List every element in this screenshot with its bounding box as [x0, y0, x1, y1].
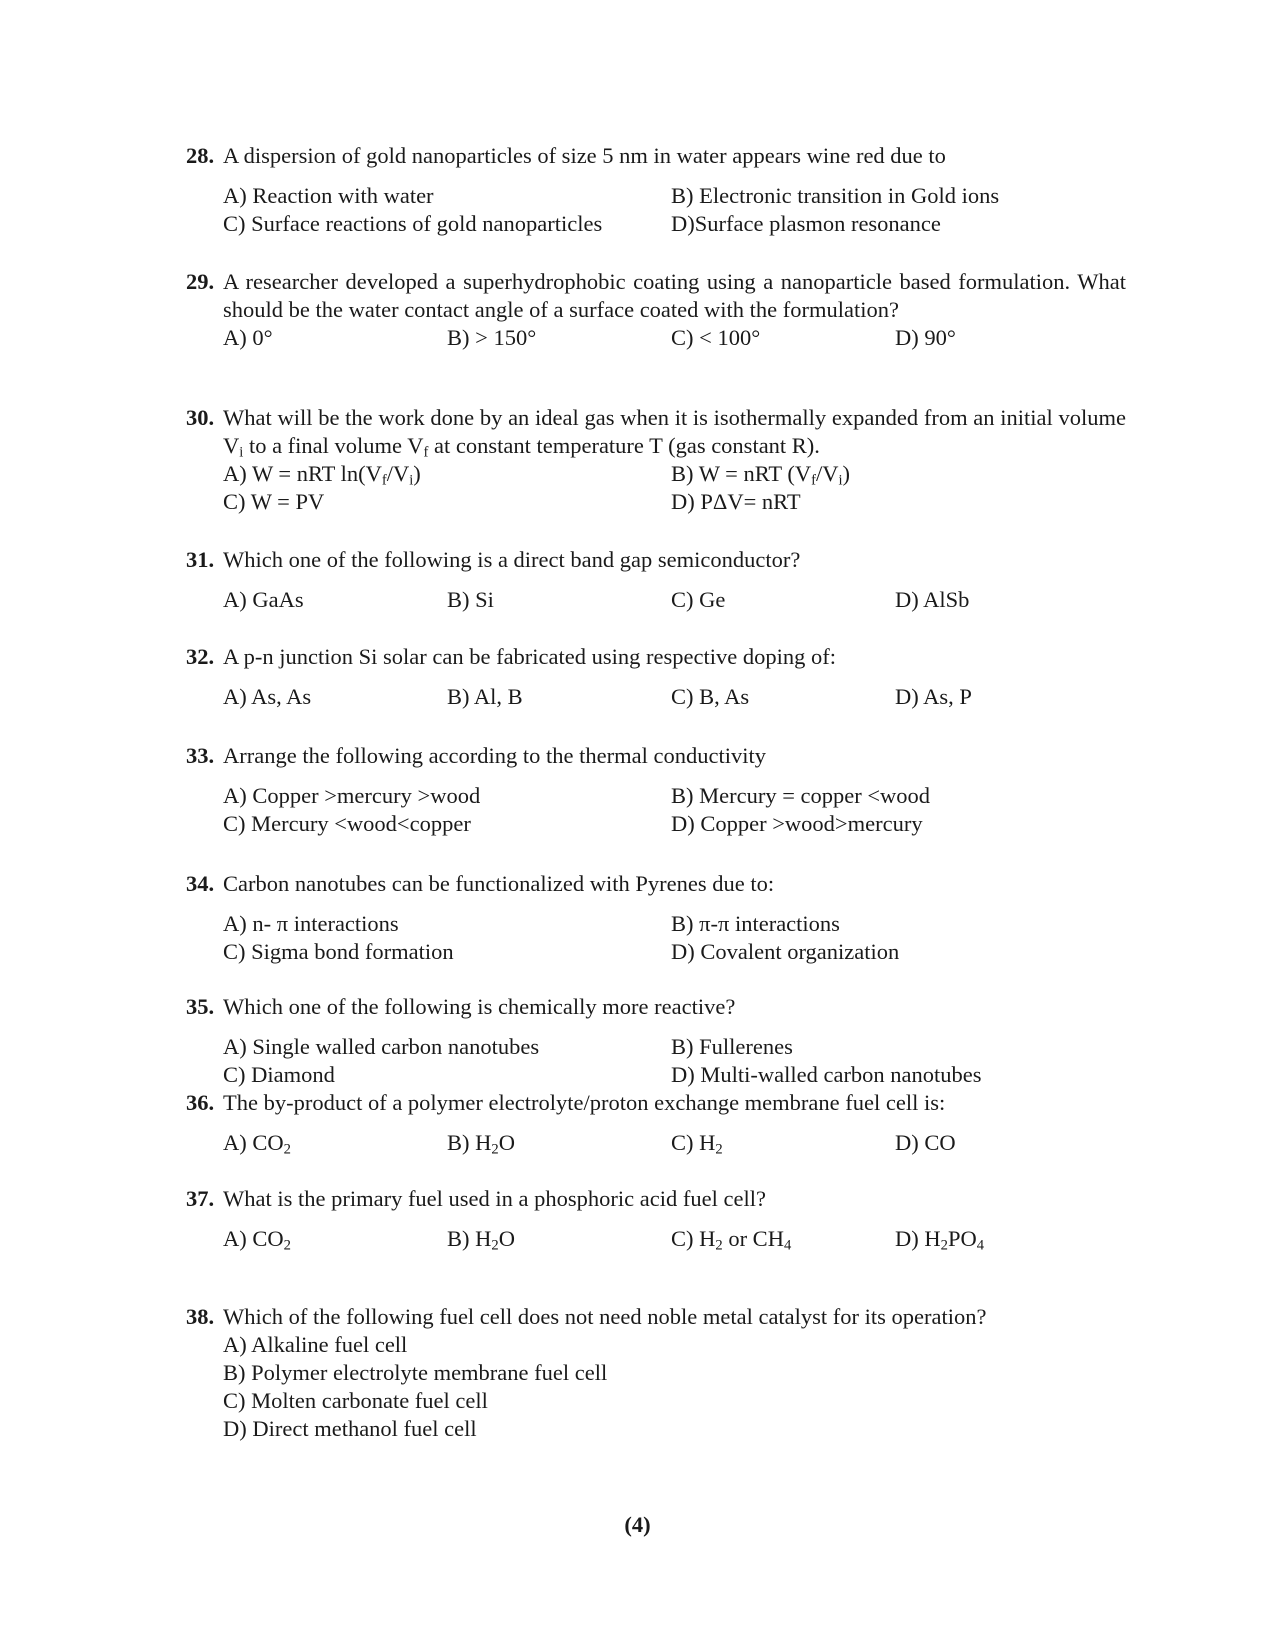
option-a: A) Copper >mercury >wood — [223, 783, 481, 808]
option-c: C) $H_2$ or $CH_4$ — [671, 1226, 792, 1254]
option-a: A) n- π interactions — [223, 911, 399, 936]
option-b: B) π-π interactions — [671, 911, 840, 936]
question-29 — [186, 268, 1126, 352]
option-d: D) 90° — [895, 325, 956, 350]
question-38 — [186, 1303, 1126, 1443]
option-c: C) Diamond — [223, 1062, 335, 1087]
option-a: A) Reaction with water — [223, 183, 434, 208]
question-35 — [186, 993, 1126, 1089]
option-c: C) Mercury <wood<copper — [223, 811, 471, 836]
question-text: The by-product of a polymer electrolyte/proton exchange membrane fuel cell is: — [223, 1090, 946, 1115]
option-a: A) W = nRT $\ln(V_f/V_i)$ — [223, 461, 421, 489]
option-b: B) Al, B — [447, 684, 523, 709]
option-a: A) Single walled carbon nanotubes — [223, 1034, 540, 1059]
question-number: 34. — [186, 871, 215, 896]
question-text: A researcher developed a superhydrophobic coating using a nanoparticle based formulation. What should be the water contact angle of a surface coated with the formulation? — [223, 269, 1126, 322]
option-b: B) $H_2O$ — [447, 1130, 515, 1158]
option-a: A) 0° — [223, 325, 273, 350]
question-text: A dispersion of gold nanoparticles of size 5 nm in water appears wine red due to — [223, 143, 946, 168]
question-number: 31. — [186, 547, 215, 572]
option-a: A) As, As — [223, 684, 312, 709]
option-c: C) $H_2$ — [671, 1130, 723, 1158]
option-a: A) $CO_2$ — [223, 1130, 291, 1158]
option-d: D) PΔV= nRT — [671, 489, 801, 514]
option-c: C) W = PV — [223, 489, 325, 514]
option-d: D) CO — [895, 1130, 956, 1155]
option-c: C) Sigma bond formation — [223, 939, 454, 964]
question-number: 29. — [186, 269, 215, 294]
question-text: A p-n junction Si solar can be fabricated using respective doping of: — [223, 644, 836, 669]
question-32 — [186, 643, 1126, 711]
option-b: B) Mercury = copper <wood — [671, 783, 931, 808]
option-b: B) > 150° — [447, 325, 537, 350]
option-d: D)Surface plasmon resonance — [671, 211, 941, 236]
question-text: What is the primary fuel used in a phosphoric acid fuel cell? — [223, 1186, 766, 1211]
page-number: (4) — [624, 1512, 651, 1537]
question-number: 33. — [186, 743, 215, 768]
question-30 — [186, 404, 1126, 516]
question-text: Which one of the following is chemically more reactive? — [223, 994, 736, 1019]
option-c: C) Molten carbonate fuel cell — [223, 1388, 488, 1413]
question-number: 35. — [186, 994, 215, 1019]
question-number: 28. — [186, 143, 215, 168]
question-number: 37. — [186, 1186, 215, 1211]
question-number: 30. — [186, 405, 215, 430]
option-b: B) Fullerenes — [671, 1034, 793, 1059]
option-d: D) $H_2PO_4$ — [895, 1226, 985, 1254]
question-28 — [186, 142, 1126, 238]
option-d: D) Multi-walled carbon nanotubes — [671, 1062, 982, 1087]
question-number: 32. — [186, 644, 215, 669]
question-text: Carbon nanotubes can be functionalized with Pyrenes due to: — [223, 871, 775, 896]
option-c: C) Ge — [671, 587, 726, 612]
question-number: 38. — [186, 1304, 215, 1329]
question-33 — [186, 742, 1126, 838]
option-b: B) W = nRT $(V_f/V_i)$ — [671, 461, 851, 489]
option-b: B) Polymer electrolyte membrane fuel cell — [223, 1360, 608, 1385]
option-d: D) Covalent organization — [671, 939, 900, 964]
question-number: 36. — [186, 1090, 215, 1115]
option-c: C) Surface reactions of gold nanoparticles — [223, 211, 603, 236]
option-a: A) Alkaline fuel cell — [223, 1332, 408, 1357]
option-b: B) Si — [447, 587, 494, 612]
question-text: Which of the following fuel cell does not need noble metal catalyst for its operation? — [223, 1304, 987, 1329]
question-text: Which one of the following is a direct band gap semiconductor? — [223, 547, 801, 572]
question-34 — [186, 870, 1126, 966]
option-a: A) $CO_2$ — [223, 1226, 291, 1254]
option-c: C) B, As — [671, 684, 750, 709]
option-d: D) AlSb — [895, 587, 970, 612]
question-text: Arrange the following according to the thermal conductivity — [223, 743, 766, 768]
option-b: B) Electronic transition in Gold ions — [671, 183, 1000, 208]
option-b: B) $H_2O$ — [447, 1226, 515, 1254]
question-31 — [186, 546, 1126, 614]
option-d: D) As, P — [895, 684, 972, 709]
option-d: D) Copper >wood>mercury — [671, 811, 923, 836]
question-36 — [186, 1089, 1126, 1157]
option-d: D) Direct methanol fuel cell — [223, 1416, 477, 1441]
question-37 — [186, 1185, 1126, 1253]
option-a: A) GaAs — [223, 587, 304, 612]
option-c: C) < 100° — [671, 325, 761, 350]
question-text: What will be the work done by an ideal gas when it is isothermally expanded from an initial volume $V_i$ to a final volume $V_f$ at constant temperature T (gas constant R). — [223, 405, 1126, 461]
